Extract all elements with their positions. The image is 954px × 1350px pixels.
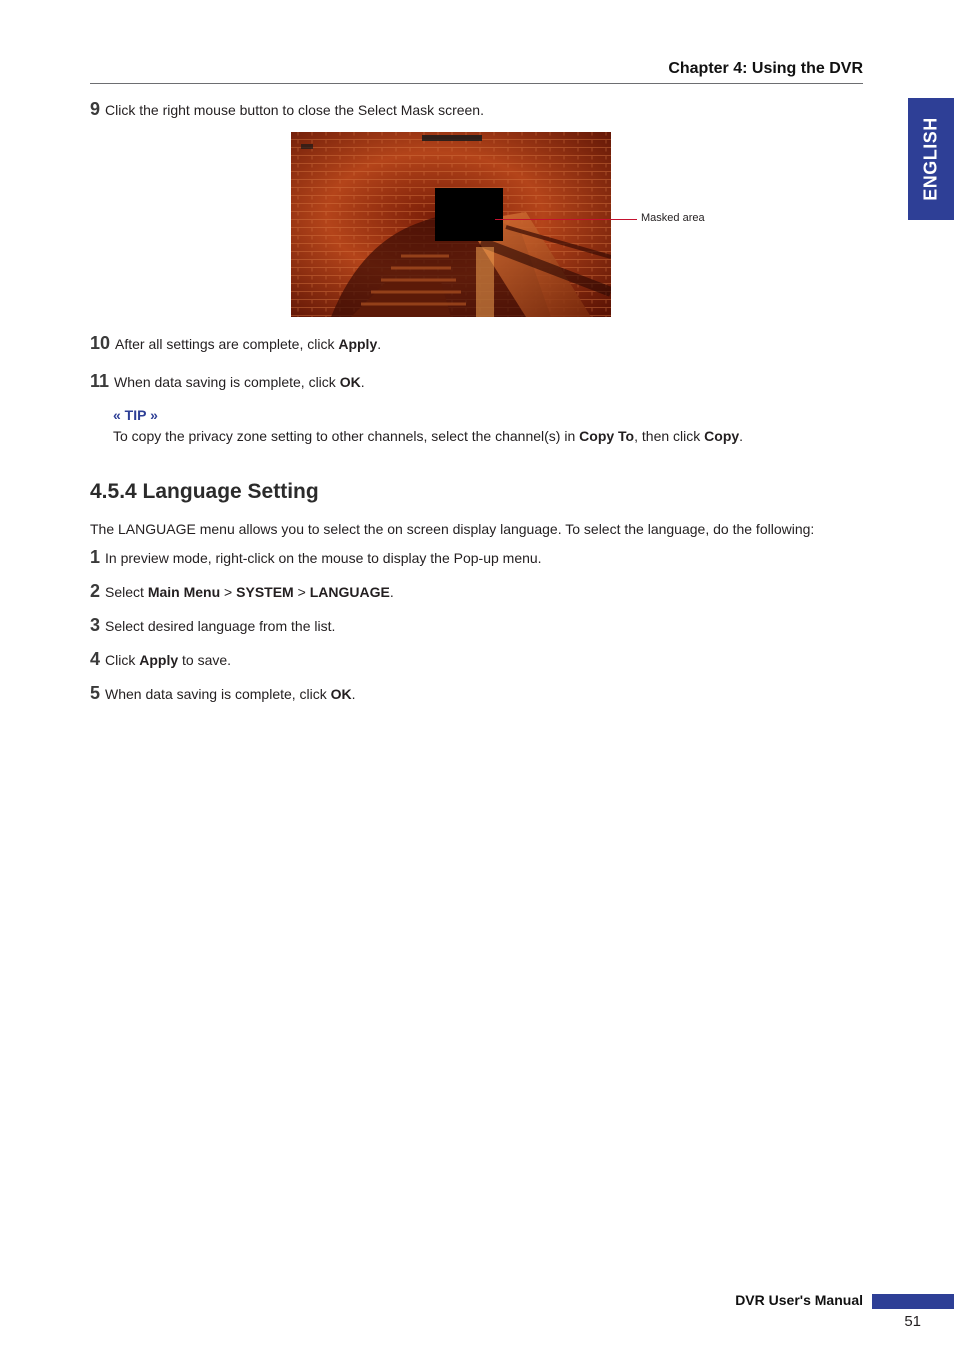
step-number: 4 <box>90 649 101 669</box>
step-number: 1 <box>90 547 101 567</box>
step-text-end: to save. <box>178 652 232 668</box>
section-heading: 4.5.4 Language Setting <box>90 480 319 503</box>
step-bold: OK <box>339 374 361 390</box>
step-separator: > <box>293 584 310 600</box>
step-bold: Apply <box>338 336 378 352</box>
step-number: 5 <box>90 683 101 703</box>
privacy-mask-block <box>435 188 503 241</box>
step-text: In preview mode, right-click on the mouse to display the Pop-up menu. <box>105 550 542 566</box>
lang-step-5 <box>90 683 356 704</box>
step-text: Select <box>105 584 148 600</box>
lang-step-1 <box>90 547 542 568</box>
section-intro: The LANGUAGE menu allows you to select the on screen display language. To select the language, do the following: <box>90 521 815 537</box>
language-side-tab <box>908 98 954 220</box>
tip-bold-copy: Copy <box>704 428 740 444</box>
tip-bold-copy-to: Copy To <box>579 428 635 444</box>
step-text: When data saving is complete, click <box>114 374 340 390</box>
step-text-end: . <box>360 374 365 390</box>
step-text: After all settings are complete, click <box>115 336 339 352</box>
tip-label: « TIP » <box>113 407 158 423</box>
step-text: Select desired language from the list. <box>105 618 336 634</box>
step-text-end: . <box>389 584 394 600</box>
callout-label: Masked area <box>641 212 705 224</box>
step-bold-system: SYSTEM <box>236 584 294 600</box>
lang-step-4 <box>90 649 231 670</box>
lang-step-3 <box>90 615 335 636</box>
step-number: 9 <box>90 99 101 119</box>
step-text: Click the right mouse button to close the Select Mask screen. <box>105 102 484 118</box>
step-separator: > <box>220 584 237 600</box>
tip-text-part: , then click <box>634 428 705 444</box>
footer-accent-bar <box>872 1294 954 1309</box>
lang-step-2 <box>90 581 394 602</box>
tip-text-part: To copy the privacy zone setting to other channels, select the channel(s) in <box>113 428 580 444</box>
side-tab-label: ENGLISH <box>920 117 941 201</box>
step-bold-main-menu: Main Menu <box>147 584 221 600</box>
step-text-end: . <box>351 686 356 702</box>
step-bold: Apply <box>139 652 179 668</box>
step-text-end: . <box>377 336 382 352</box>
masked-camera-screenshot <box>291 132 611 317</box>
step-number: 3 <box>90 615 101 635</box>
step-11 <box>90 371 365 392</box>
callout-leader-line <box>495 219 637 220</box>
step-number: 11 <box>90 371 110 391</box>
chapter-header: Chapter 4: Using the DVR <box>668 60 863 77</box>
footer-title: DVR User's Manual <box>735 1292 863 1308</box>
camera-image <box>291 132 611 317</box>
step-bold: OK <box>330 686 352 702</box>
step-text: When data saving is complete, click <box>105 686 331 702</box>
tip-text <box>113 428 743 444</box>
step-text: Click <box>105 652 140 668</box>
header-rule <box>90 83 863 84</box>
tip-text-part: . <box>739 428 744 444</box>
step-9 <box>90 99 484 120</box>
step-bold-language: LANGUAGE <box>309 584 390 600</box>
step-number: 2 <box>90 581 101 601</box>
page-number: 51 <box>904 1313 921 1330</box>
step-10 <box>90 333 381 354</box>
step-number: 10 <box>90 333 111 353</box>
